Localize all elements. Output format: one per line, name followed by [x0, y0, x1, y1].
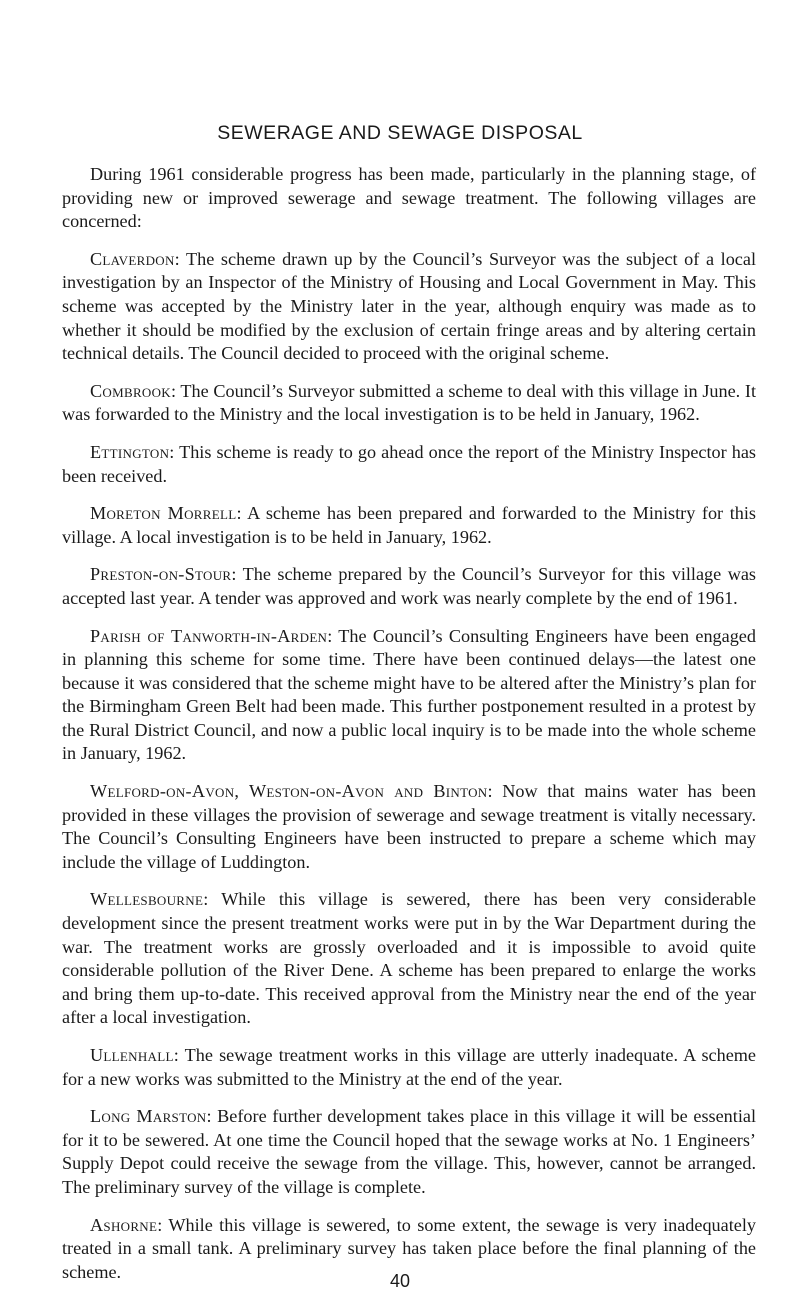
- entry-text: The Council’s Consulting Engineers have been engaged in planning this scheme for some time. There have been continued delays—the latest one because it was considered that the scheme might have to be altered after the Ministry’s plan for the Birmingham Green Belt had been made. This further postponement resulted in a protest by the Rural District Council, and now a public local inquiry is to be made into the whole scheme in January, 1962.: [62, 625, 756, 764]
- entry-paragraph: Preston-on-Stour: The scheme prepared by the Council’s Surveyor for this village was accepted last year. A tender was approved and work was nearly complete by the end of 1961.: [62, 564, 756, 608]
- village-name: Welford-on-Avon, Weston-on-Avon and Binton: [90, 781, 488, 802]
- village-name: Claverdon: [90, 248, 175, 269]
- entry-paragraph: Claverdon: The scheme drawn up by the Council’s Surveyor was the subject of a local investigation by an Inspector of the Ministry of Housing and Local Government in May. This scheme was accepted by the Ministry later in the year, although enquiry was made as to whether it should be modified by the exclusion of certain fringe areas and by altering certain technical details. The Council decided to proceed with the original scheme.: [62, 248, 756, 364]
- entry-paragraph: Welford-on-Avon, Weston-on-Avon and Binton: Now that mains water has been provided in these villages the provision of sewerage and sewage treatment is vitally necessary. The Council’s Consulting Engineers have been instructed to prepare a scheme which may include the village of Luddington.: [62, 781, 756, 872]
- entry-text: A scheme has been prepared and forwarded to the Ministry for this village. A local investigation is to be held in January, 1962.: [62, 503, 756, 547]
- entry-paragraph: Moreton Morrell: A scheme has been prepared and forwarded to the Ministry for this village. A local investigation is to be held in January, 1962.: [62, 503, 756, 547]
- intro-paragraph: During 1961 considerable progress has been made, particularly in the planning stage, of providing new or improved sewerage and sewage treatment. The following villages are concerned:: [62, 164, 756, 232]
- entry-text: The Council’s Surveyor submitted a scheme to deal with this village in June. It was forwarded to the Ministry and the local investigation is to be held in January, 1962.: [62, 380, 757, 425]
- entry-text: This scheme is ready to go ahead once the report of the Ministry Inspector has been received.: [62, 441, 756, 486]
- village-name: Ashorne: [90, 1214, 158, 1235]
- entry-paragraph: Wellesbourne: While this village is sewered, there has been very considerable development since the present treatment works were put in by the War Department during the war. The treatment works are grossly overloaded and it is impossible to avoid quite considerable pollution of the River Dene. A scheme has been prepared to enlarge the works and bring them up-to-date. This received approval from the Ministry near the end of the year after a local investigation.: [62, 889, 756, 1028]
- village-name: Parish of Tanworth-in-Arden: [90, 625, 328, 646]
- entry-paragraph: Ettington: This scheme is ready to go ahead once the report of the Ministry Inspector has been received.: [62, 441, 756, 486]
- entry-text: Before further development takes place in this village it will be essential for it to be sewered. At one time the Council hoped that the sewage works at No. 1 Engineers’ Supply Depot could receive the sewage from the village. This, however, cannot be arranged. The preliminary survey of the village is complete.: [62, 1106, 756, 1197]
- entry-text: The sewage treatment works in this village are utterly inadequate. A scheme for a new works was submitted to the Ministry at the end of the year.: [62, 1045, 756, 1089]
- village-name: Combrook: [90, 380, 171, 401]
- entry-paragraph: Ashorne: While this village is sewered, to some extent, the sewage is very inadequately treated in a small tank. A preliminary survey has taken place before the final planning of the scheme.: [62, 1214, 756, 1282]
- page-number: 40: [389, 1271, 411, 1291]
- village-name: Wellesbourne: [90, 889, 204, 910]
- entry-paragraph: Combrook: The Council’s Surveyor submitted a scheme to deal with this village in June. It was forwarded to the Ministry and the local investigation is to be held in January, 1962.: [62, 380, 757, 425]
- entry-text: While this village is sewered, there has been very considerable development since the present treatment works were put in by the War Department during the war. The treatment works are grossly overloaded and it is impossible to avoid quite considerable pollution of the River Dene. A scheme has been prepared to enlarge the works and bring them up-to-date. This received approval from the Ministry near the end of the year after a local investigation.: [62, 889, 756, 1028]
- village-name: Long Marston: [90, 1106, 207, 1127]
- village-name: Preston-on-Stour: [90, 564, 232, 585]
- entry-text: Now that mains water has been provided in these villages the provision of sewerage and sewage treatment is vitally necessary. The Council’s Consulting Engineers have been instructed to prepare a scheme which may include the village of Luddington.: [62, 781, 756, 872]
- entry-text: The scheme prepared by the Council’s Surveyor for this village was accepted last year. A tender was approved and work was nearly complete by the end of 1961.: [62, 564, 756, 608]
- entry-paragraph: Ullenhall: The sewage treatment works in this village are utterly inadequate. A scheme for a new works was submitted to the Ministry at the end of the year.: [62, 1045, 756, 1089]
- village-name: Moreton Morrell: [90, 503, 237, 524]
- document-body: [62, 163, 756, 1298]
- page-heading: SEWERAGE AND SEWAGE DISPOSAL: [217, 122, 583, 144]
- entry-paragraph: Parish of Tanworth-in-Arden: The Council’s Consulting Engineers have been engaged in planning this scheme for some time. There have been continued delays—the latest one because it was considered that the scheme might have to be altered after the Ministry’s plan for the Birmingham Green Belt had been made. This further postponement resulted in a protest by the Rural District Council, and now a public local inquiry is to be made into the whole scheme in January, 1962.: [62, 625, 756, 764]
- entry-text: The scheme drawn up by the Council’s Surveyor was the subject of a local investigation by an Inspector of the Ministry of Housing and Local Government in May. This scheme was accepted by the Ministry later in the year, although enquiry was made as to whether it should be modified by the exclusion of certain fringe areas and by altering certain technical details. The Council decided to proceed with the original scheme.: [62, 248, 756, 364]
- entry-text: While this village is sewered, to some extent, the sewage is very inadequately treated in a small tank. A preliminary survey has taken place before the final planning of the scheme.: [62, 1214, 756, 1282]
- entry-paragraph: Long Marston: Before further development takes place in this village it will be essential for it to be sewered. At one time the Council hoped that the sewage works at No. 1 Engineers’ Supply Depot could receive the sewage from the village. This, however, cannot be arranged. The preliminary survey of the village is complete.: [62, 1106, 756, 1197]
- village-name: Ullenhall: [90, 1045, 174, 1065]
- village-name: Ettington: [90, 441, 170, 462]
